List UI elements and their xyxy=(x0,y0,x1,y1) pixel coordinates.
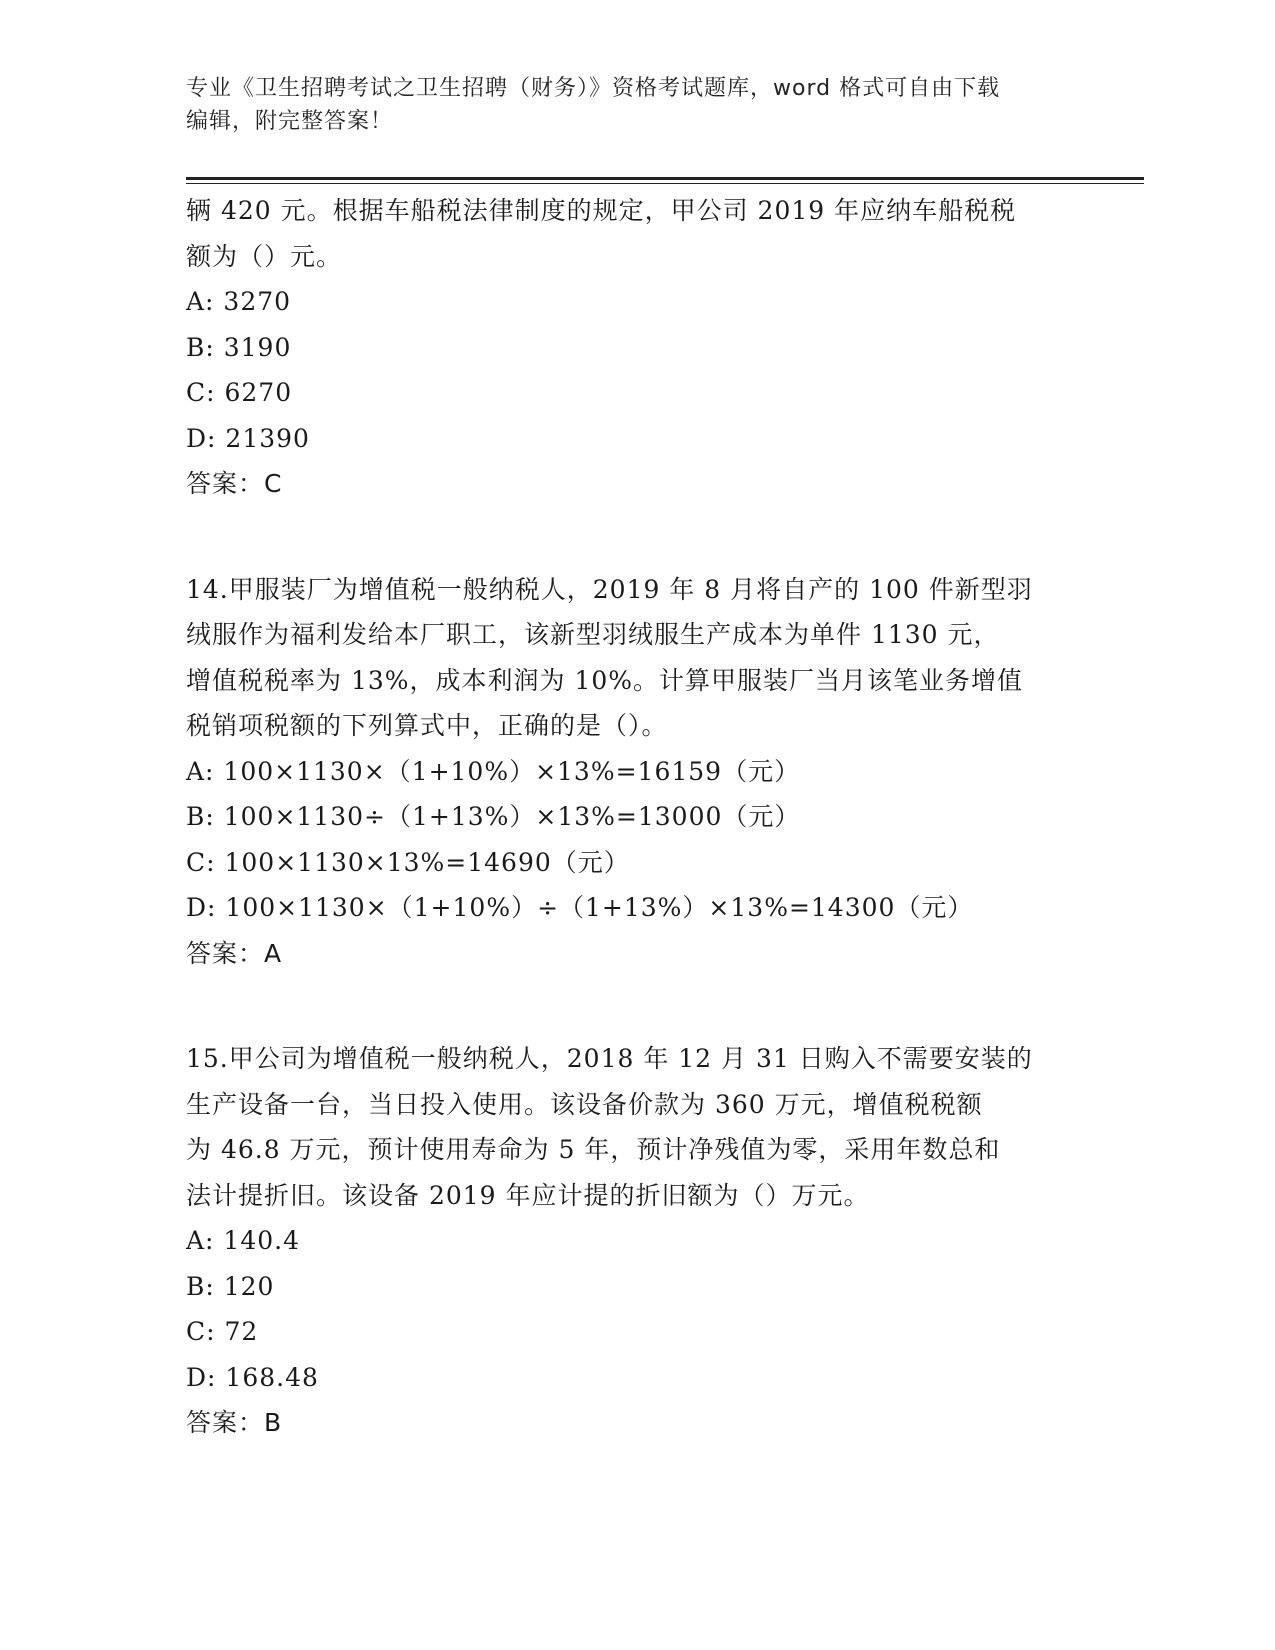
question-stem-line: 生产设备一台，当日投入使用。该设备价款为 360 万元，增值税税额 xyxy=(186,1089,983,1119)
question-stem-line: 税销项税额的下列算式中，正确的是（）。 xyxy=(186,711,668,740)
question-stem-line: 法计提折旧。该设备 2019 年应计提的折旧额为（）万元。 xyxy=(186,1180,870,1210)
question-stem-line: 为 46.8 万元，预计使用寿命为 5 年，预计净残值为零，采用年数总和 xyxy=(186,1135,1001,1164)
question-stem-line: 绒服作为福利发给本厂职工，该新型羽绒服生产成本为单件 1130 元， xyxy=(186,620,1000,649)
header-line-2: 编辑，附完整答案！ xyxy=(186,109,394,134)
question-13 xyxy=(186,188,1086,507)
header-divider-thin xyxy=(186,183,1144,184)
question-14 xyxy=(186,567,1086,977)
option-d: D: 100×1130×（1+10%）÷（1+13%）×13%=14300（元） xyxy=(186,893,974,922)
question-stem-line: 14.甲服装厂为增值税一般纳税人，2019 年 8 月将自产的 100 件新型羽 xyxy=(186,574,1033,604)
option-c: C: 72 xyxy=(186,1317,259,1346)
option-d: D: 21390 xyxy=(186,423,310,453)
option-c: C: 6270 xyxy=(186,378,293,407)
option-a: A: 140.4 xyxy=(186,1226,300,1255)
question-15 xyxy=(186,1036,1086,1446)
header-divider-thick xyxy=(186,177,1144,180)
question-stem-line: 15.甲公司为增值税一般纳税人，2018 年 12 月 31 日购入不需要安装的 xyxy=(186,1044,1033,1073)
option-b: B: 120 xyxy=(186,1271,275,1301)
question-stem-line: 额为（）元。 xyxy=(186,241,343,271)
section-spacer xyxy=(186,507,1086,567)
answer-line: 答案：C xyxy=(186,469,283,498)
document-header xyxy=(186,72,1066,138)
option-a: A: 3270 xyxy=(186,287,292,316)
document-body xyxy=(186,188,1086,1446)
option-b: B: 100×1130÷（1+13%）×13%=13000（元） xyxy=(186,802,801,831)
option-c: C: 100×1130×13%=14690（元） xyxy=(186,847,630,877)
section-spacer xyxy=(186,976,1086,1036)
option-b: B: 3190 xyxy=(186,332,292,362)
option-d: D: 168.48 xyxy=(186,1362,319,1392)
option-a: A: 100×1130×（1+10%）×13%=16159（元） xyxy=(186,756,801,786)
header-line-1: 专业《卫生招聘考试之卫生招聘（财务）》资格考试题库，word 格式可自由下载 xyxy=(186,76,1001,101)
answer-line: 答案：A xyxy=(186,938,283,968)
answer-line: 答案：B xyxy=(186,1408,283,1437)
question-stem-line: 增值税税率为 13%，成本利润为 10%。计算甲服装厂当月该笔业务增值 xyxy=(186,665,1024,695)
question-stem-line: 辆 420 元。根据车船税法律制度的规定，甲公司 2019 年应纳车船税税 xyxy=(186,196,1017,225)
